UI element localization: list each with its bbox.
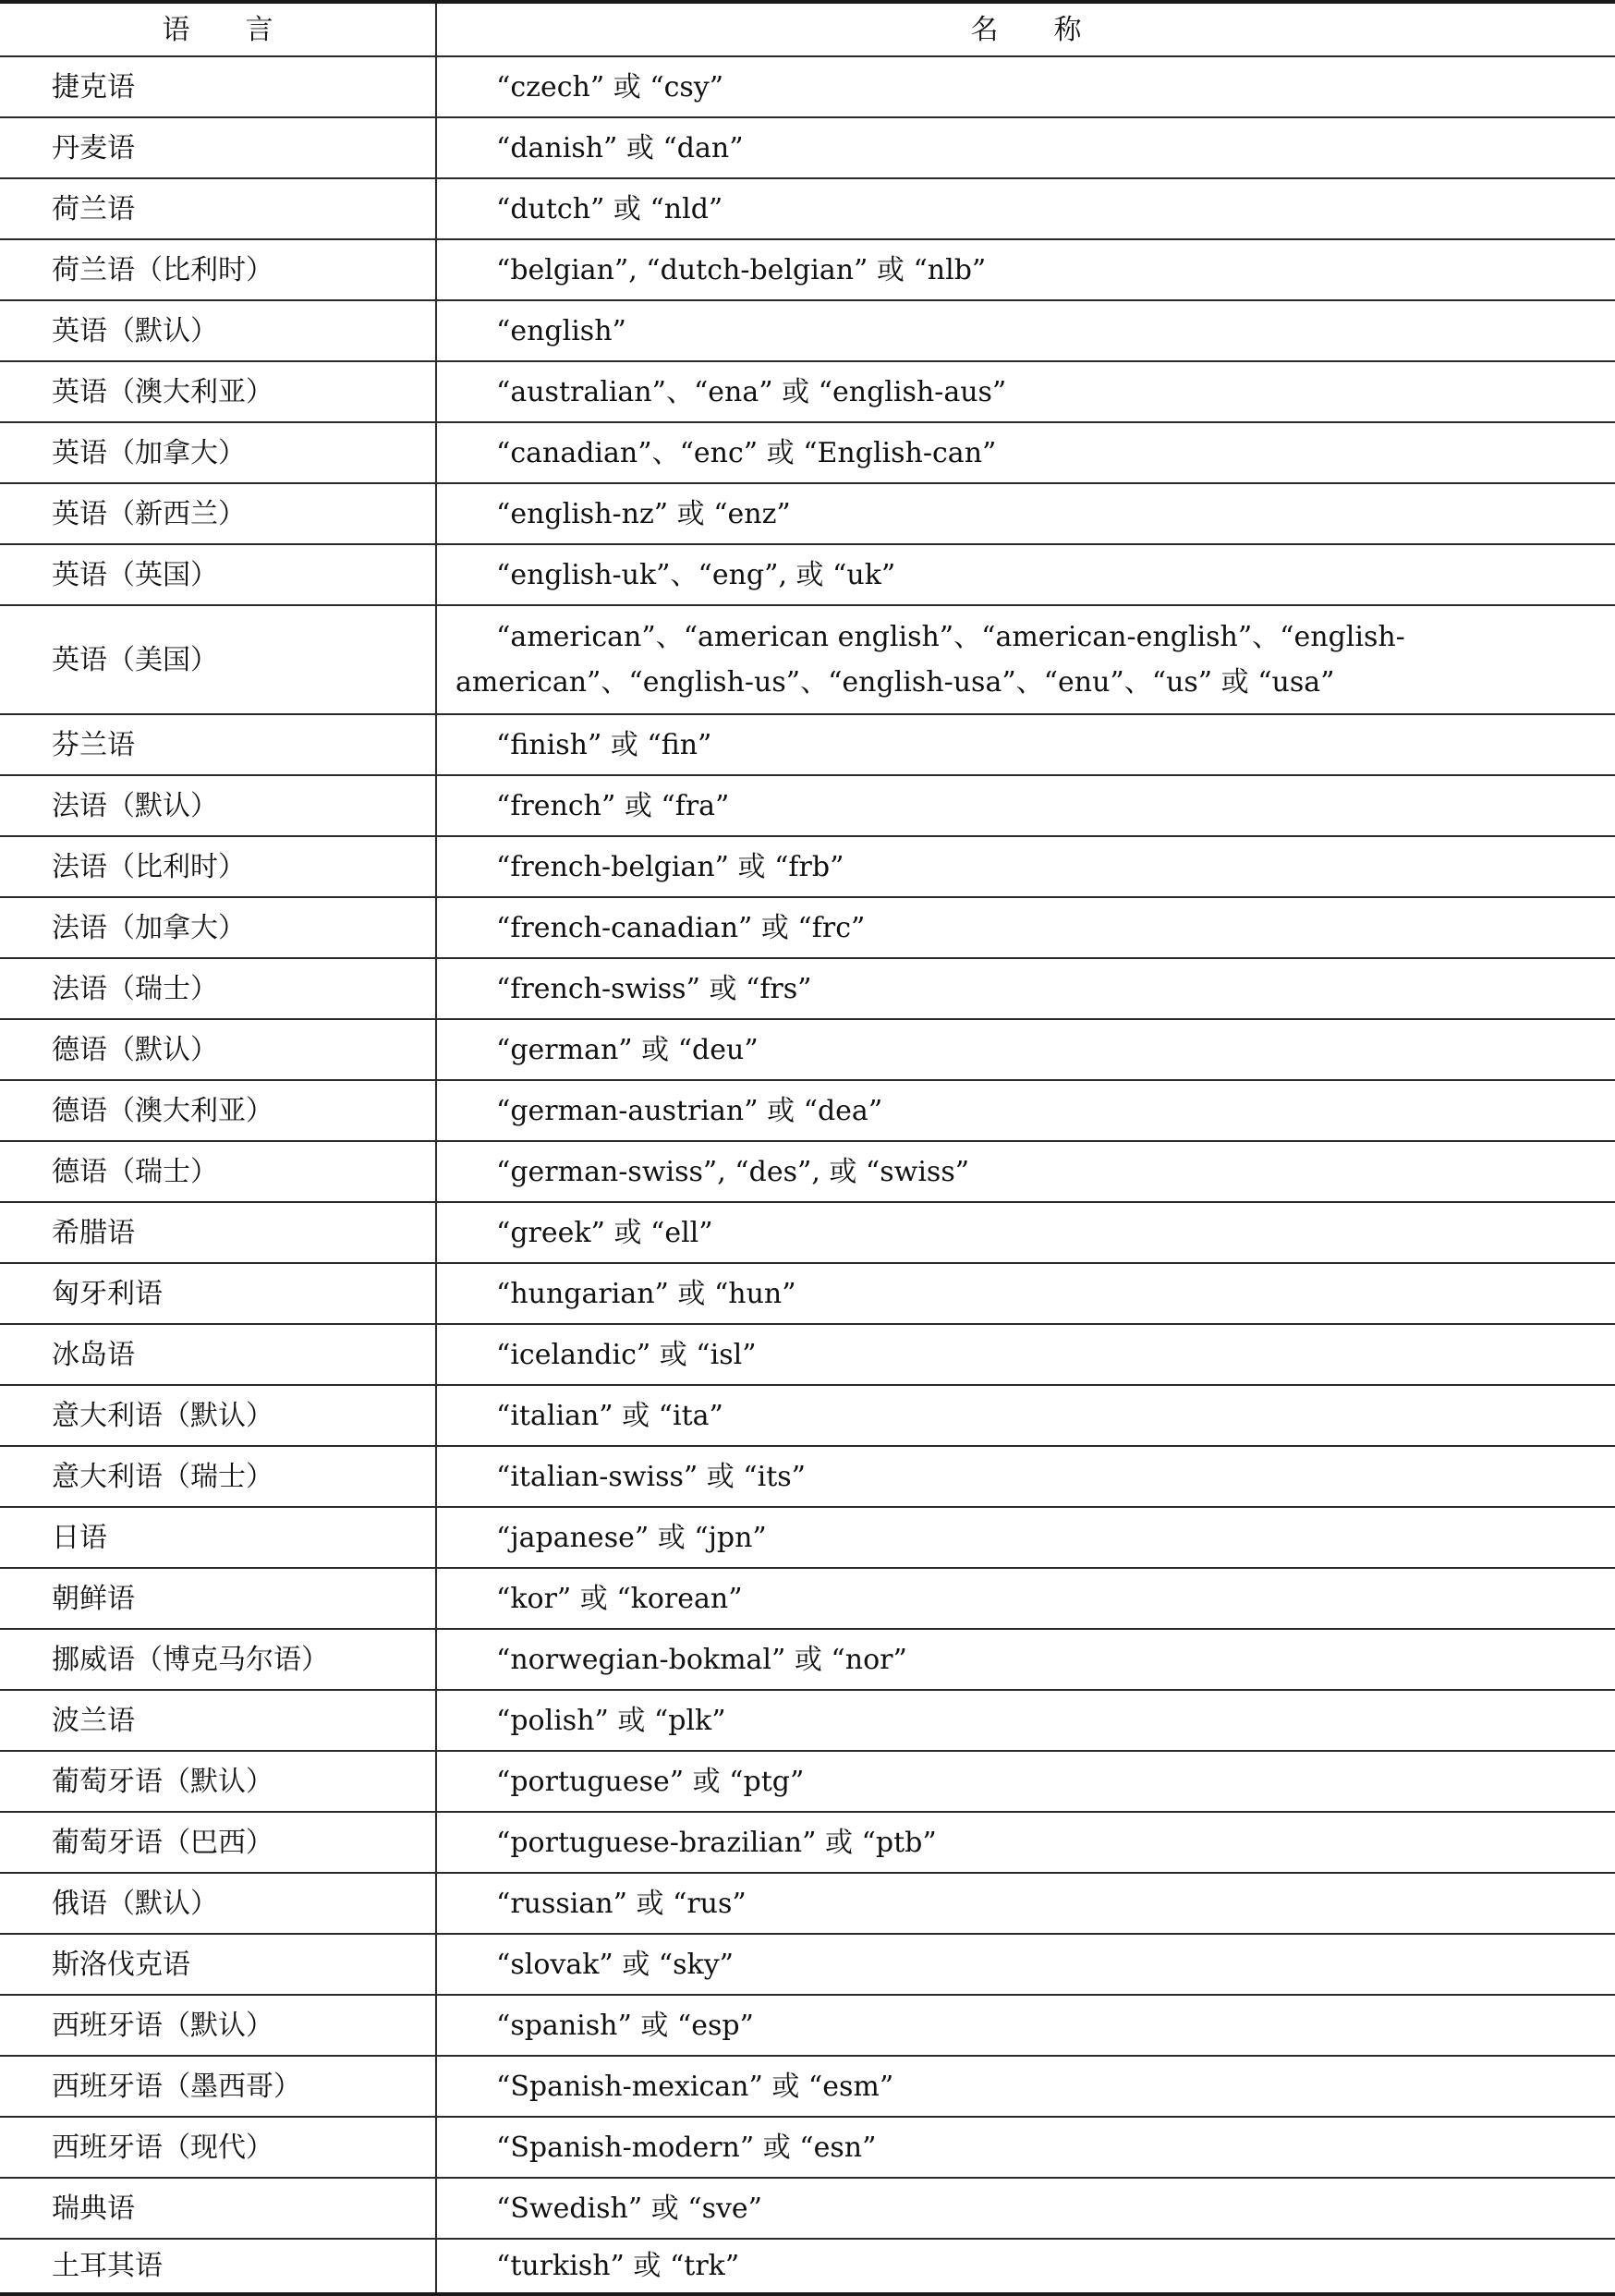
name-cell: “english” — [436, 300, 1615, 361]
table-row — [0, 1263, 1615, 1324]
table-row — [0, 1446, 1615, 1507]
table-row — [0, 958, 1615, 1019]
table-row — [0, 422, 1615, 483]
name-cell: “french-canadian” 或 “frc” — [436, 897, 1615, 958]
language-cell: 法语（比利时） — [0, 836, 436, 897]
language-cell: 荷兰语（比利时） — [0, 239, 436, 300]
table-row — [0, 2117, 1615, 2178]
name-cell: “Spanish-mexican” 或 “esm” — [436, 2056, 1615, 2117]
table-row — [0, 775, 1615, 836]
name-cell: “japanese” 或 “jpn” — [436, 1507, 1615, 1568]
language-cell: 荷兰语 — [0, 178, 436, 239]
name-cell: “dutch” 或 “nld” — [436, 178, 1615, 239]
name-cell: “portuguese-brazilian” 或 “ptb” — [436, 1812, 1615, 1873]
language-cell: 朝鲜语 — [0, 1568, 436, 1629]
table-row — [0, 56, 1615, 117]
language-cell: 日语 — [0, 1507, 436, 1568]
language-cell: 意大利语（默认） — [0, 1385, 436, 1446]
name-cell: “finish” 或 “fin” — [436, 714, 1615, 775]
table-row — [0, 1690, 1615, 1751]
language-cell: 德语（默认） — [0, 1019, 436, 1080]
name-cell: “english-uk”、“eng”, 或 “uk” — [436, 544, 1615, 605]
language-cell: 法语（加拿大） — [0, 897, 436, 958]
language-cell: 法语（默认） — [0, 775, 436, 836]
name-cell: “hungarian” 或 “hun” — [436, 1263, 1615, 1324]
table-row — [0, 605, 1615, 714]
table-row — [0, 2239, 1615, 2294]
table-row — [0, 1629, 1615, 1690]
language-cell: 英语（默认） — [0, 300, 436, 361]
table-row — [0, 1385, 1615, 1446]
name-cell: “polish” 或 “plk” — [436, 1690, 1615, 1751]
table-row — [0, 544, 1615, 605]
table-row — [0, 239, 1615, 300]
table-row — [0, 897, 1615, 958]
table-row — [0, 1324, 1615, 1385]
table-row — [0, 1568, 1615, 1629]
language-cell: 波兰语 — [0, 1690, 436, 1751]
language-cell: 斯洛伐克语 — [0, 1934, 436, 1995]
language-cell: 土耳其语 — [0, 2239, 436, 2294]
language-cell: 德语（瑞士） — [0, 1141, 436, 1202]
language-cell: 挪威语（博克马尔语） — [0, 1629, 436, 1690]
name-cell: “slovak” 或 “sky” — [436, 1934, 1615, 1995]
name-cell: “belgian”, “dutch-belgian” 或 “nlb” — [436, 239, 1615, 300]
table-row — [0, 361, 1615, 422]
language-cell: 英语（新西兰） — [0, 483, 436, 544]
table-row — [0, 1934, 1615, 1995]
language-cell: 匈牙利语 — [0, 1263, 436, 1324]
language-cell: 希腊语 — [0, 1202, 436, 1263]
language-cell: 英语（英国） — [0, 544, 436, 605]
language-cell: 西班牙语（默认） — [0, 1995, 436, 2056]
name-cell: “Spanish-modern” 或 “esn” — [436, 2117, 1615, 2178]
name-cell: “spanish” 或 “esp” — [436, 1995, 1615, 2056]
table-row — [0, 1141, 1615, 1202]
table-row — [0, 1995, 1615, 2056]
table-row — [0, 1873, 1615, 1934]
name-cell: “french-swiss” 或 “frs” — [436, 958, 1615, 1019]
language-cell: 西班牙语（现代） — [0, 2117, 436, 2178]
header-language: 语 言 — [0, 2, 436, 56]
language-cell: 英语（加拿大） — [0, 422, 436, 483]
language-cell: 芬兰语 — [0, 714, 436, 775]
table-row — [0, 836, 1615, 897]
language-cell: 西班牙语（墨西哥） — [0, 2056, 436, 2117]
name-cell: “czech” 或 “csy” — [436, 56, 1615, 117]
name-cell: “french” 或 “fra” — [436, 775, 1615, 836]
language-cell: 瑞典语 — [0, 2178, 436, 2239]
language-cell: 俄语（默认） — [0, 1873, 436, 1934]
table-row — [0, 714, 1615, 775]
table-row — [0, 1202, 1615, 1263]
name-cell: “Swedish” 或 “sve” — [436, 2178, 1615, 2239]
name-cell: “english-nz” 或 “enz” — [436, 483, 1615, 544]
name-cell: “german-austrian” 或 “dea” — [436, 1080, 1615, 1141]
language-cell: 捷克语 — [0, 56, 436, 117]
name-cell: “portuguese” 或 “ptg” — [436, 1751, 1615, 1812]
name-cell: “italian” 或 “ita” — [436, 1385, 1615, 1446]
language-cell: 葡萄牙语（巴西） — [0, 1812, 436, 1873]
table-row — [0, 1751, 1615, 1812]
name-cell: “turkish” 或 “trk” — [436, 2239, 1615, 2294]
name-cell: “icelandic” 或 “isl” — [436, 1324, 1615, 1385]
name-cell: “kor” 或 “korean” — [436, 1568, 1615, 1629]
name-cell: “australian”、“ena” 或 “english-aus” — [436, 361, 1615, 422]
table-row — [0, 117, 1615, 178]
name-cell: “norwegian-bokmal” 或 “nor” — [436, 1629, 1615, 1690]
table-row — [0, 1019, 1615, 1080]
name-cell: “german-swiss”, “des”, 或 “swiss” — [436, 1141, 1615, 1202]
language-cell: 英语（美国） — [0, 605, 436, 714]
language-cell: 冰岛语 — [0, 1324, 436, 1385]
table-row — [0, 178, 1615, 239]
language-cell: 英语（澳大利亚） — [0, 361, 436, 422]
language-cell: 丹麦语 — [0, 117, 436, 178]
name-cell: “german” 或 “deu” — [436, 1019, 1615, 1080]
name-cell: “french-belgian” 或 “frb” — [436, 836, 1615, 897]
name-cell: “american”、“american english”、“american-english”、“english-american”、“english-us”、“english-usa”、“enu”、“us” 或 “usa” — [436, 605, 1615, 714]
name-cell: “russian” 或 “rus” — [436, 1873, 1615, 1934]
table-header-row — [0, 2, 1615, 56]
language-cell: 葡萄牙语（默认） — [0, 1751, 436, 1812]
name-cell: “canadian”、“enc” 或 “English-can” — [436, 422, 1615, 483]
language-cell: 德语（澳大利亚） — [0, 1080, 436, 1141]
name-cell: “greek” 或 “ell” — [436, 1202, 1615, 1263]
table-row — [0, 1080, 1615, 1141]
name-cell: “italian-swiss” 或 “its” — [436, 1446, 1615, 1507]
table-body — [0, 56, 1615, 2294]
table-row — [0, 2056, 1615, 2117]
table-row — [0, 1507, 1615, 1568]
table-row — [0, 300, 1615, 361]
name-cell: “danish” 或 “dan” — [436, 117, 1615, 178]
language-cell: 法语（瑞士） — [0, 958, 436, 1019]
table-row — [0, 2178, 1615, 2239]
table-row — [0, 1812, 1615, 1873]
table-row — [0, 483, 1615, 544]
language-cell: 意大利语（瑞士） — [0, 1446, 436, 1507]
header-name: 名 称 — [436, 2, 1615, 56]
